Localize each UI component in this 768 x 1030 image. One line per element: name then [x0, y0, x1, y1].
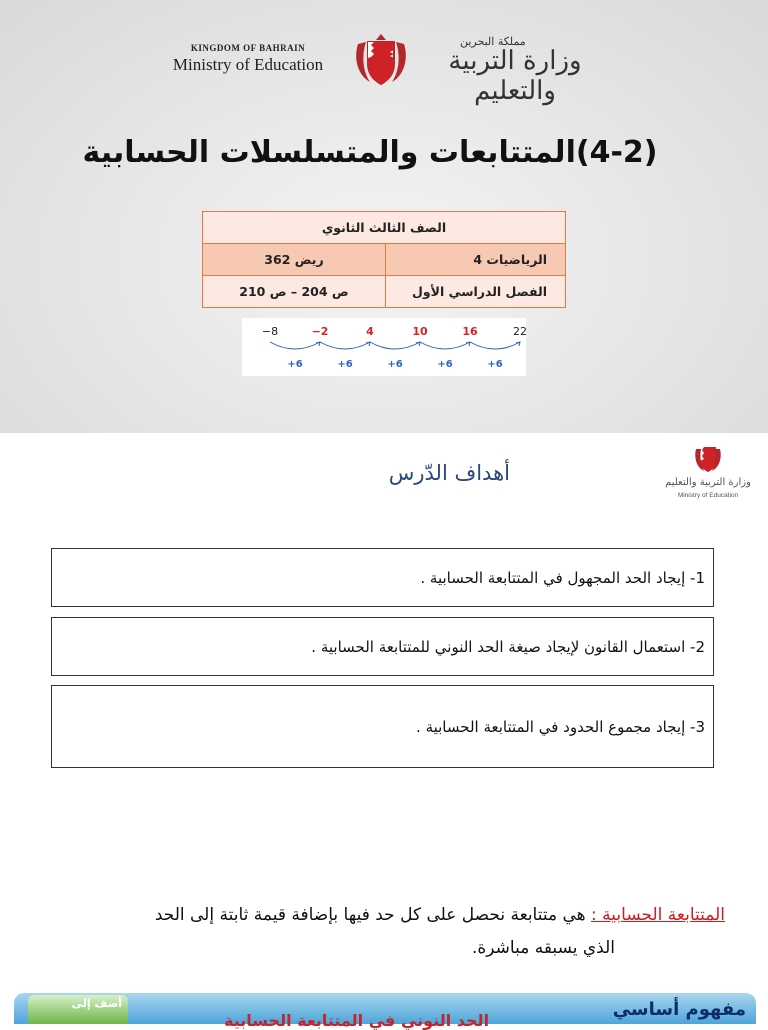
goals-slide: [0, 433, 768, 1030]
logo-caption: Ministry of Education: [677, 492, 739, 499]
course-code-cell: ريض 362: [203, 244, 386, 276]
goal-item-2: [51, 617, 714, 676]
goals-title: أهداف الدّرس: [388, 461, 510, 485]
definition-term: المتتابعة الحسابية :: [591, 905, 725, 925]
sequence-term: −8: [261, 325, 279, 338]
key-concept-banner: [14, 993, 756, 1030]
ministry-label: Ministry of Education: [172, 55, 324, 74]
common-difference-label: +6: [337, 359, 353, 370]
sequence-diagram: [242, 318, 526, 376]
ministry-english-name: [158, 43, 338, 75]
common-difference-label: +6: [287, 359, 303, 370]
subject-cell: الرياضيات 4: [386, 244, 566, 276]
semester-cell: الفصل الدراسي الأول: [386, 276, 566, 308]
sequence-term: 4: [366, 325, 374, 338]
pages-cell: ص 204 – ص 210: [203, 276, 386, 308]
difference-arc: [320, 342, 370, 349]
bahrain-crest-icon: [352, 30, 410, 88]
sequence-term: −2: [311, 325, 329, 338]
sequence-term: 22: [513, 325, 527, 338]
add-to-tab: أضف إلى: [28, 995, 128, 1024]
definition-paragraph: [40, 899, 725, 965]
common-difference-label: +6: [437, 359, 453, 370]
sequence-term: 10: [412, 325, 428, 338]
common-difference-label: +6: [387, 359, 403, 370]
common-difference-label: +6: [487, 359, 503, 370]
definition-text: هي متتابعة نحصل على كل حد فيها بإضافة قيمة ثابتة إلى الحد: [154, 905, 592, 925]
svg-text:وزارة التربية والتعليم: وزارة التربية والتعليم: [665, 477, 751, 488]
lesson-title: (4-2)المتتابعات والمتسلسلات الحسابية: [82, 135, 658, 170]
difference-arc: [370, 342, 420, 349]
difference-arc: [270, 342, 320, 349]
grade-cell: الصف الثالث الثانوي: [203, 212, 566, 244]
course-info-table: [202, 211, 566, 308]
ministry-logo-icon: [665, 441, 751, 503]
goal-text: 1- إيجاد الحد المجهول في المتتابعة الحسابية .: [420, 568, 705, 587]
title-slide: [0, 0, 768, 433]
kingdom-label: KINGDOM OF BAHRAIN: [190, 43, 306, 53]
difference-arc: [420, 342, 470, 349]
sequence-term: 16: [462, 325, 478, 338]
definition-text-line2: الذي يسبقه مباشرة.: [471, 938, 615, 958]
ministry-arabic-name: [420, 35, 610, 106]
goal-item-3: [51, 685, 714, 768]
banner-heading: الحد النوني في المتتابعة الحسابية: [224, 1011, 490, 1030]
goal-text: 3- إيجاد مجموع الحدود في المتتابعة الحسابية .: [416, 717, 705, 736]
difference-arc: [470, 342, 520, 349]
kingdom-arabic-label: مملكة البحرين: [460, 35, 526, 48]
key-concept-label: مفهوم أساسي: [612, 999, 746, 1020]
ministry-arabic-label: وزارة التربية والتعليم: [448, 46, 582, 106]
goal-item-1: [51, 548, 714, 607]
goal-text: 2- استعمال القانون لإيجاد صيغة الحد النوني للمتتابعة الحسابية .: [311, 637, 705, 656]
sequence-figure: [242, 318, 526, 376]
